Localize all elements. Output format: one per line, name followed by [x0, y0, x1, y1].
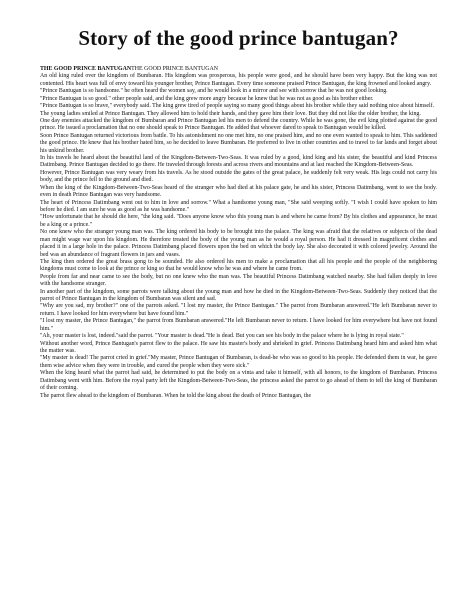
story-paragraph: When the king of the Kingdom-Between-Two-Seas heard of the stranger who had died at his palace gate, he and his sister, Princess Datimbang, went to see the body. even in death Prince Bantugan was very handsome.: [40, 184, 437, 199]
story-paragraph: In another part of the kingdom, some parrots were talking about the young man and how he died in the Kingdom-Between-Two-Seas. Suddenly they noticed that the parrot of Prince Bantugan in the kingdom of Bumbaran was silent and sad.: [40, 288, 437, 303]
story-paragraph: "Prince Bantugan is so good." other people said, and the king grew more angry because he knew that he was not as good as his brother either.: [40, 95, 374, 102]
story-heading-bold: THE GOOD PRINCE BANTUGAN: [40, 66, 132, 72]
story-paragraph: Without another word, Prince Bantugan's parrot flew to the palace. He saw his master's body and shrieked in grief. Princess Datimbang heard him and asked him what the matter was.: [40, 340, 437, 355]
story-paragraph: "I lost my master, the Prince Bantugan," the parrot from Bumbaran answered."He left Bumbaran never to return. I have looked for him everywhere but have not found him.": [40, 318, 437, 332]
story-paragraph: "Why are you sad, my brother?" one of the parrots asked. "I lost my master, the Prince Bantugan." The parrot from Bumbaran answered."He left Bumbaran never to return. I have looked for him everywhere but have found him.": [40, 303, 437, 317]
story-paragraph: "My master is dead! The parrot cried in grief."My master, Prince Bantugan of Bumbaran, is dead-he who was so good to his people. He defended them in war, he gave them wise advice when they were in trouble, and cured the people when they were sick.": [40, 355, 437, 369]
story-paragraph: However, Prince Bantugan was very weary from his travels. As he stood outside the gates of the great palace, he suddenly felt very weak. His legs could not carry his body, and the prince fell to the ground and died.: [40, 169, 437, 184]
story-paragraph: The king then ordered the great brass gong to be sounded. He also ordered his men to make a proclamation that all his people and the people of the neighboring kingdoms must come to look at the prince or king so that he would know who he was and where he came from.: [40, 258, 437, 273]
document-title: Story of the good prince bantugan?: [78, 26, 399, 50]
story-paragraph: In his travels he heard about the beautiful land of the Kingdom-Between-Two-Seas. It was ruled by a good, kind king and his sister, the beautiful and kind Princess Datimbang. Prince Bantugan decided to go there. He traveled through forests and across rivers and mountains and at last reached the Kingdom-Between-Seas.: [40, 155, 437, 169]
story-paragraph: People from far and near came to see the body, but no one knew who the man was. The beautiful Princess Datimbang watched nearby. She had fallen deeply in love with the handsome stranger.: [40, 273, 437, 288]
story-paragraph: "Prince Bantugan is so brave," everybody said. The king grew tired of people saying so many good things about his brother while they said nothing nice about himself.: [40, 103, 435, 110]
story-paragraph: "Prince Bantugan is so handsome." he often heard the women say, and he would look in a mirror and see with sorrow that he was not good looking.: [40, 88, 388, 95]
story-paragraph: The heart of Princess Datimbang went out to him in love and sorrow." What a handsome young man, "She said weeping softly. "I wish I could have spoken to him before he died. I am sure he was as good as he was handsome.": [40, 199, 437, 213]
story-paragraph: "Ah, your master is lost, indeed."said the parrot. "Your master is dead."He is dead. But you can see his body in the palace where he is lying in royal state.": [40, 333, 404, 340]
story-paragraph: One day enemies attacked the kingdom of Bumbaran and Prince Bantugan led his men to defend the country. While he was gone, the evil king plotted against the good prince. He issued a proclamation that no one should speak to Prince Bantugan. He added that whoever dared to speak to Bantugan would be killed.: [40, 117, 437, 132]
story-paragraph: Soon Prince Bantugan returned victorious from battle. To his astonishment no one met him, no one praised him, and no one even wanted to speak to him. This saddened the good prince. He knew that his brother hated him, so he decided to leave Bumbaran. He preferred to live in other countries and to travel to far lands and forget about his unkind brother.: [40, 132, 437, 154]
story-paragraph: The parrot flew ahead to the kingdom of Bumbaran. When he told the king about the death of Prince Bantugan, the: [40, 392, 312, 399]
story-paragraph: "How unfortunate that he should die here, "the king said. "Does anyone know who this young man is and where he came from? By his clothes and appearance, he must be a king or a prince.": [40, 214, 437, 228]
story-body: [40, 73, 437, 400]
story-heading-rest: THE GOOD PRINCE BANTUGAN: [131, 66, 219, 72]
story-paragraph: The young ladies smiled at Prince Bantugan. They allowed him to hold their hands, and they gave him their love. But they did not like the older brother, the king.: [40, 110, 421, 117]
story-paragraph: No one knew who the stranger young man was. The king ordered his body to be brought into the palace. The king was afraid that the relatives or subjects of the dead man might wage war upon his kingdom. He therefore treated the body of the young man as he would a royal person. He had it dressed in magnificent clothes and placed it in a large hole in the palace. Princess Datimbang placed flowers upon the bed on which the body lay. She also decorated it with colored jewelry. Around the bed was an abundance of fragrant flowers in jars and vases.: [40, 229, 437, 258]
story-paragraph: An old king ruled over the kingdom of Bumbaran. His kingdom was prosperous, his people were good, and he should have been very happy. But the king was not contented. His heart was full of envy toward his younger brother, Prince Bantugan. Every time someone praised Prince Bantugan, the king frowned and looked angry.: [40, 73, 437, 87]
story-paragraph: When the king heard what the parrot had said, he determined to put the body on a vinta and take it himself, with all honors, to the kingdom of Bumbaran. Princess Datimbang went with him. Before the royal party left the Kingdom-Between-Two-Seas, the princess asked the parrot to go ahead of them to tell the king of Bumbaran of their coming.: [40, 370, 437, 392]
